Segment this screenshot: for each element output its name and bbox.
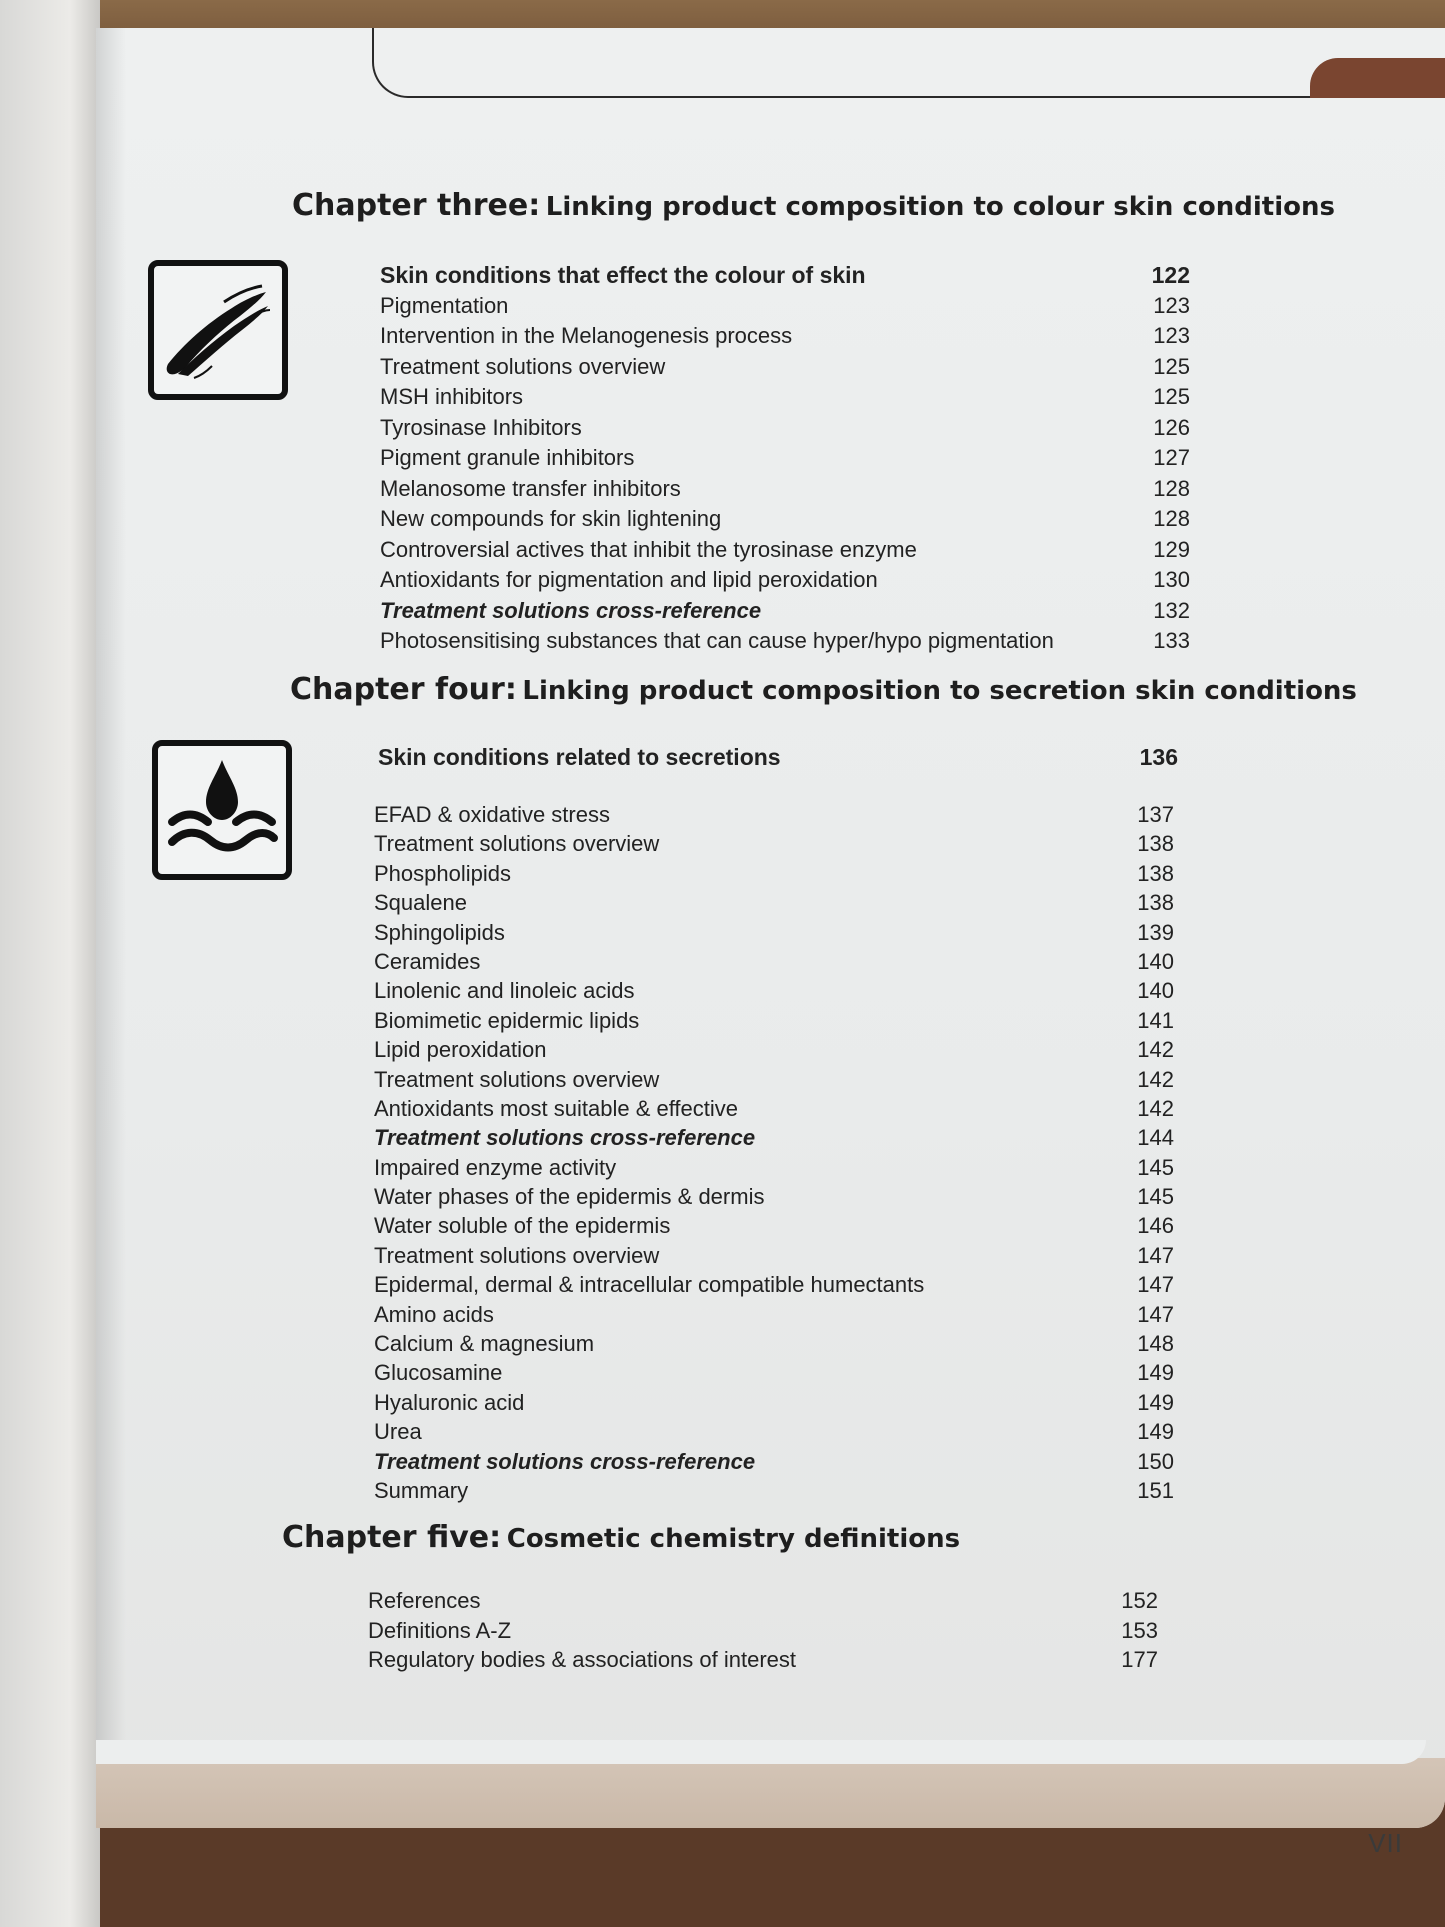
toc-entry[interactable]: Photosensitising substances that can cause hyper/hypo pigmentation 133 xyxy=(380,628,1190,653)
chapter-four-heading xyxy=(290,672,1357,707)
toc-entry[interactable]: Linolenic and linoleic acids 140 xyxy=(374,978,1174,1004)
page-bottom-band xyxy=(96,1758,1445,1828)
chapter-title: Linking product composition to colour skin conditions xyxy=(545,192,1335,222)
toc-entry[interactable]: Calcium & magnesium 148 xyxy=(374,1331,1174,1357)
toc-entry[interactable]: Urea 149 xyxy=(374,1419,1174,1445)
toc-entry[interactable]: Impaired enzyme activity 145 xyxy=(374,1154,1174,1180)
toc-entry[interactable]: Glucosamine 149 xyxy=(374,1360,1174,1386)
chapter-four-toc xyxy=(374,802,1174,1507)
toc-entry[interactable]: Treatment solutions overview 142 xyxy=(374,1066,1174,1092)
toc-entry[interactable]: Summary 151 xyxy=(374,1477,1174,1503)
water-drop-icon-graphic xyxy=(158,746,286,874)
toc-entry[interactable]: Treatment solutions cross-reference 150 xyxy=(374,1448,1174,1474)
toc-entry[interactable]: Water phases of the epidermis & dermis 145 xyxy=(374,1184,1174,1210)
toc-entry[interactable]: Phospholipids 138 xyxy=(374,860,1174,886)
toc-entry[interactable]: Skin conditions related to secretions 136 xyxy=(378,744,1178,770)
chapter-number: Chapter four: xyxy=(290,672,517,707)
toc-entry[interactable]: New compounds for skin lightening 128 xyxy=(380,506,1190,531)
page-number: VII xyxy=(1368,1828,1403,1858)
chapter-three-toc xyxy=(380,262,1190,659)
toc-entry[interactable]: Treatment solutions cross-reference 132 xyxy=(380,597,1190,623)
toc-entry[interactable]: Squalene 138 xyxy=(374,890,1174,916)
toc-entry[interactable]: EFAD & oxidative stress 137 xyxy=(374,802,1174,827)
water-drop-icon xyxy=(152,740,292,880)
toc-entry[interactable]: Ceramides 140 xyxy=(374,948,1174,974)
toc-entry[interactable]: Treatment solutions overview 147 xyxy=(374,1242,1174,1268)
toc-entry[interactable]: Controversial actives that inhibit the tyrosinase enzyme 129 xyxy=(380,536,1190,562)
toc-entry[interactable]: Water soluble of the epidermis 146 xyxy=(374,1213,1174,1239)
page-bottom-edge xyxy=(96,1740,1426,1764)
toc-entry[interactable]: Antioxidants most suitable & effective 142 xyxy=(374,1095,1174,1121)
brush-stroke-icon-graphic xyxy=(154,266,282,394)
chapter-four-toc-head xyxy=(378,744,1178,774)
toc-entry[interactable]: Skin conditions that effect the colour of skin 122 xyxy=(380,262,1190,288)
toc-entry[interactable]: Antioxidants for pigmentation and lipid peroxidation 130 xyxy=(380,567,1190,592)
header-rule xyxy=(372,28,1322,98)
chapter-three-heading xyxy=(292,188,1335,223)
toc-entry[interactable]: Amino acids 147 xyxy=(374,1301,1174,1327)
facing-page-edge xyxy=(0,0,100,1927)
toc-entry[interactable]: Definitions A-Z 153 xyxy=(368,1617,1158,1643)
chapter-title: Cosmetic chemistry definitions xyxy=(506,1524,961,1554)
toc-entry[interactable]: Regulatory bodies & associations of interest 177 xyxy=(368,1647,1158,1672)
chapter-five-toc xyxy=(368,1588,1158,1677)
chapter-number: Chapter three: xyxy=(292,188,541,223)
chapter-title: Linking product composition to secretion skin conditions xyxy=(522,676,1357,706)
toc-entry[interactable]: Hyaluronic acid 149 xyxy=(374,1389,1174,1415)
chapter-tab-marker xyxy=(1310,58,1445,98)
chapter-five-heading xyxy=(282,1520,960,1555)
toc-entry[interactable]: Treatment solutions cross-reference 144 xyxy=(374,1125,1174,1151)
toc-entry[interactable]: Intervention in the Melanogenesis process 123 xyxy=(380,323,1190,348)
toc-entry[interactable]: Epidermal, dermal & intracellular compatible humectants 147 xyxy=(374,1272,1174,1298)
toc-entry[interactable]: Melanosome transfer inhibitors 128 xyxy=(380,475,1190,501)
toc-entry[interactable]: References 152 xyxy=(368,1588,1158,1613)
toc-entry[interactable]: Biomimetic epidermic lipids 141 xyxy=(374,1007,1174,1033)
toc-entry[interactable]: Treatment solutions overview 125 xyxy=(380,353,1190,379)
toc-entry[interactable]: Pigment granule inhibitors 127 xyxy=(380,445,1190,470)
page-gutter-shadow xyxy=(96,28,126,1828)
toc-entry[interactable]: MSH inhibitors 125 xyxy=(380,384,1190,409)
chapter-number: Chapter five: xyxy=(282,1520,502,1555)
toc-entry[interactable]: Tyrosinase Inhibitors 126 xyxy=(380,414,1190,440)
toc-entry[interactable]: Sphingolipids 139 xyxy=(374,919,1174,945)
toc-entry[interactable]: Pigmentation 123 xyxy=(380,292,1190,318)
brush-stroke-icon xyxy=(148,260,288,400)
toc-entry[interactable]: Lipid peroxidation 142 xyxy=(374,1037,1174,1063)
toc-entry[interactable]: Treatment solutions overview 138 xyxy=(374,831,1174,857)
